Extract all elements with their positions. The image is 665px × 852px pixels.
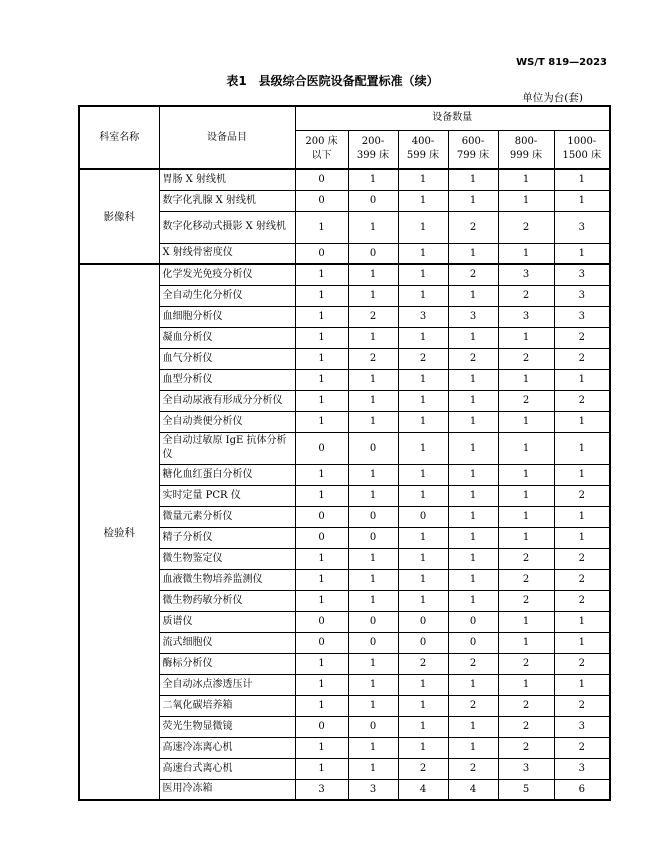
table-title: 表1 县级综合医院设备配置标准（续）	[226, 74, 439, 88]
item-name-cell: 流式细胞仪	[159, 632, 295, 653]
header-bed-range-line: 800-	[514, 136, 538, 148]
quantity-cell: 1	[398, 285, 448, 306]
table-row	[79, 348, 610, 369]
quantity-cell: 2	[554, 548, 610, 569]
quantity-cell: 2	[554, 348, 610, 369]
header-quantity: 设备数量	[295, 106, 610, 130]
quantity-cell: 1	[348, 369, 398, 390]
quantity-cell: 1	[398, 569, 448, 590]
item-name-cell: 化学发光免疫分析仪	[159, 264, 295, 285]
quantity-cell: 1	[348, 737, 398, 758]
quantity-cell: 0	[348, 632, 398, 653]
item-name-cell: 凝血分析仪	[159, 327, 295, 348]
quantity-cell: 2	[448, 211, 498, 243]
quantity-cell: 1	[348, 285, 398, 306]
quantity-cell: 0	[348, 716, 398, 737]
quantity-cell: 1	[448, 243, 498, 264]
quantity-cell: 3	[348, 779, 398, 800]
quantity-cell: 1	[348, 390, 398, 411]
quantity-cell: 1	[295, 695, 348, 716]
item-name-cell: 血气分析仪	[159, 348, 295, 369]
quantity-cell: 1	[295, 653, 348, 674]
quantity-cell: 2	[554, 695, 610, 716]
quantity-cell: 2	[498, 590, 554, 611]
quantity-cell: 1	[398, 211, 448, 243]
quantity-cell: 0	[295, 716, 348, 737]
item-name-cell: 高速冷冻离心机	[159, 737, 295, 758]
dept-cell: 检验科	[79, 264, 159, 800]
quantity-cell: 2	[448, 695, 498, 716]
table-row	[79, 243, 610, 264]
table-row	[79, 285, 610, 306]
header-dept: 科室名称	[79, 106, 159, 169]
table-row	[79, 264, 610, 285]
quantity-cell: 0	[398, 632, 448, 653]
quantity-cell: 6	[554, 779, 610, 800]
quantity-cell: 3	[554, 306, 610, 327]
quantity-cell: 1	[348, 211, 398, 243]
quantity-cell: 1	[295, 737, 348, 758]
quantity-cell: 1	[554, 169, 610, 190]
quantity-cell: 1	[398, 169, 448, 190]
quantity-cell: 0	[295, 506, 348, 527]
quantity-cell: 1	[448, 390, 498, 411]
item-name-cell: 全自动粪便分析仪	[159, 411, 295, 432]
quantity-cell: 2	[498, 348, 554, 369]
quantity-cell: 1	[554, 369, 610, 390]
quantity-cell: 1	[348, 548, 398, 569]
quantity-cell: 1	[498, 506, 554, 527]
table-row	[79, 369, 610, 390]
table-row	[79, 169, 610, 190]
item-name-cell: 数字化乳腺 X 射线机	[159, 190, 295, 211]
quantity-cell: 1	[398, 327, 448, 348]
quantity-cell: 5	[498, 779, 554, 800]
quantity-cell: 1	[348, 653, 398, 674]
quantity-cell: 1	[498, 674, 554, 695]
quantity-cell: 2	[554, 327, 610, 348]
header-bed-range-line: 999 床	[509, 150, 543, 162]
quantity-cell: 1	[348, 327, 398, 348]
quantity-cell: 1	[295, 464, 348, 485]
table-row	[79, 653, 610, 674]
quantity-cell: 2	[554, 737, 610, 758]
quantity-cell: 2	[448, 653, 498, 674]
quantity-cell: 3	[498, 758, 554, 779]
quantity-cell: 0	[348, 506, 398, 527]
quantity-cell: 1	[398, 390, 448, 411]
table-row	[79, 527, 610, 548]
quantity-cell: 3	[498, 306, 554, 327]
quantity-cell: 0	[348, 190, 398, 211]
quantity-cell: 1	[498, 190, 554, 211]
quantity-cell: 1	[498, 485, 554, 506]
quantity-cell: 1	[498, 327, 554, 348]
quantity-cell: 3	[554, 758, 610, 779]
table-row	[79, 390, 610, 411]
quantity-cell: 1	[498, 169, 554, 190]
quantity-cell: 0	[348, 611, 398, 632]
dept-cell: 影像科	[79, 169, 159, 264]
quantity-cell: 2	[498, 211, 554, 243]
table-row	[79, 432, 610, 464]
quantity-cell: 3	[448, 306, 498, 327]
quantity-cell: 1	[295, 327, 348, 348]
quantity-cell: 0	[295, 190, 348, 211]
quantity-cell: 1	[554, 506, 610, 527]
quantity-cell: 1	[398, 369, 448, 390]
quantity-cell: 1	[398, 485, 448, 506]
quantity-cell: 1	[295, 590, 348, 611]
quantity-cell: 2	[448, 348, 498, 369]
item-name-cell: 血型分析仪	[159, 369, 295, 390]
item-name-cell: X 射线骨密度仪	[159, 243, 295, 264]
quantity-cell: 1	[448, 327, 498, 348]
item-name-cell: 血细胞分析仪	[159, 306, 295, 327]
quantity-cell: 1	[554, 464, 610, 485]
quantity-cell: 2	[448, 264, 498, 285]
quantity-cell: 1	[448, 432, 498, 464]
quantity-cell: 1	[498, 411, 554, 432]
quantity-cell: 1	[448, 485, 498, 506]
quantity-cell: 1	[295, 569, 348, 590]
table-row	[79, 506, 610, 527]
quantity-cell: 1	[398, 432, 448, 464]
quantity-cell: 1	[448, 674, 498, 695]
quantity-cell: 1	[448, 169, 498, 190]
item-name-cell: 微量元素分析仪	[159, 506, 295, 527]
header-bed-range-line: 599 床	[406, 150, 440, 162]
quantity-cell: 2	[498, 653, 554, 674]
item-name-cell: 高速台式离心机	[159, 758, 295, 779]
quantity-cell: 1	[295, 369, 348, 390]
quantity-cell: 1	[348, 264, 398, 285]
quantity-cell: 1	[348, 674, 398, 695]
quantity-cell: 1	[554, 411, 610, 432]
quantity-cell: 1	[295, 306, 348, 327]
quantity-cell: 1	[398, 411, 448, 432]
table-header	[79, 106, 610, 169]
quantity-cell: 2	[398, 653, 448, 674]
quantity-cell: 3	[295, 779, 348, 800]
quantity-cell: 1	[554, 527, 610, 548]
quantity-cell: 0	[448, 611, 498, 632]
quantity-cell: 1	[348, 569, 398, 590]
table-row	[79, 190, 610, 211]
table-row	[79, 485, 610, 506]
quantity-cell: 1	[295, 285, 348, 306]
header-bed-range	[554, 130, 610, 169]
quantity-cell: 1	[295, 390, 348, 411]
quantity-cell: 3	[554, 716, 610, 737]
header-bed-range-line: 1500 床	[562, 150, 602, 162]
quantity-cell: 1	[498, 611, 554, 632]
quantity-cell: 1	[498, 369, 554, 390]
quantity-cell: 3	[554, 285, 610, 306]
quantity-cell: 0	[398, 506, 448, 527]
header-bed-range	[498, 130, 554, 169]
quantity-cell: 1	[398, 527, 448, 548]
table-row	[79, 464, 610, 485]
table-row	[79, 411, 610, 432]
header-bed-range-line: 799 床	[456, 150, 490, 162]
item-name-cell: 精子分析仪	[159, 527, 295, 548]
item-name-cell: 质谱仪	[159, 611, 295, 632]
header-bed-range-line: 600-	[461, 136, 485, 148]
table-row	[79, 569, 610, 590]
table-row	[79, 695, 610, 716]
quantity-cell: 1	[295, 411, 348, 432]
quantity-cell: 1	[348, 485, 398, 506]
quantity-cell: 1	[398, 264, 448, 285]
item-name-cell: 糖化血红蛋白分析仪	[159, 464, 295, 485]
table-row	[79, 716, 610, 737]
quantity-cell: 0	[348, 527, 398, 548]
table-row	[79, 611, 610, 632]
quantity-cell: 1	[448, 716, 498, 737]
quantity-cell: 3	[498, 264, 554, 285]
quantity-cell: 4	[448, 779, 498, 800]
quantity-cell: 1	[398, 548, 448, 569]
quantity-cell: 1	[295, 264, 348, 285]
table-row	[79, 306, 610, 327]
quantity-cell: 1	[295, 674, 348, 695]
item-name-cell: 实时定量 PCR 仪	[159, 485, 295, 506]
quantity-cell: 1	[295, 548, 348, 569]
table-row	[79, 758, 610, 779]
quantity-cell: 0	[295, 169, 348, 190]
quantity-cell: 1	[398, 737, 448, 758]
quantity-cell: 0	[448, 632, 498, 653]
quantity-cell: 1	[295, 485, 348, 506]
quantity-cell: 1	[398, 243, 448, 264]
header-bed-range-line: 200 床	[305, 136, 338, 148]
table-row	[79, 737, 610, 758]
item-name-cell: 医用冷冻箱	[159, 779, 295, 800]
quantity-cell: 1	[398, 695, 448, 716]
table-row	[79, 590, 610, 611]
quantity-cell: 2	[498, 285, 554, 306]
quantity-cell: 1	[295, 211, 348, 243]
quantity-cell: 1	[448, 190, 498, 211]
item-name-cell: 全自动过敏原 IgE 抗体分析仪	[159, 432, 295, 464]
quantity-cell: 1	[348, 758, 398, 779]
quantity-cell: 0	[398, 611, 448, 632]
header-bed-range-line: 400-	[411, 136, 435, 148]
item-name-cell: 微生物药敏分析仪	[159, 590, 295, 611]
header-bed-range	[398, 130, 448, 169]
item-name-cell: 全自动冰点渗透压计	[159, 674, 295, 695]
quantity-cell: 1	[554, 611, 610, 632]
quantity-cell: 1	[348, 411, 398, 432]
item-name-cell: 数字化移动式摄影 X 射线机	[159, 211, 295, 243]
quantity-cell: 2	[398, 348, 448, 369]
item-name-cell: 荧光生物显微镜	[159, 716, 295, 737]
quantity-cell: 1	[498, 632, 554, 653]
quantity-cell: 2	[554, 390, 610, 411]
quantity-cell: 1	[498, 527, 554, 548]
quantity-cell: 1	[348, 464, 398, 485]
standard-number: WS/T 819—2023	[516, 57, 607, 68]
header-bed-range	[295, 130, 348, 169]
quantity-cell: 0	[295, 243, 348, 264]
quantity-cell: 0	[295, 432, 348, 464]
item-name-cell: 胃肠 X 射线机	[159, 169, 295, 190]
item-name-cell: 血液微生物培养监测仪	[159, 569, 295, 590]
table-row	[79, 779, 610, 800]
quantity-cell: 2	[348, 306, 398, 327]
quantity-cell: 1	[448, 737, 498, 758]
quantity-cell: 0	[295, 527, 348, 548]
quantity-cell: 1	[398, 674, 448, 695]
table-row	[79, 327, 610, 348]
quantity-cell: 1	[348, 695, 398, 716]
quantity-cell: 1	[554, 190, 610, 211]
quantity-cell: 1	[448, 369, 498, 390]
quantity-cell: 1	[295, 348, 348, 369]
item-name-cell: 二氧化碳培养箱	[159, 695, 295, 716]
quantity-cell: 2	[554, 590, 610, 611]
quantity-cell: 1	[295, 758, 348, 779]
item-name-cell: 酶标分析仪	[159, 653, 295, 674]
quantity-cell: 3	[398, 306, 448, 327]
quantity-cell: 0	[348, 432, 398, 464]
quantity-cell: 0	[348, 243, 398, 264]
quantity-cell: 1	[448, 506, 498, 527]
quantity-cell: 2	[348, 348, 398, 369]
item-name-cell: 全自动生化分析仪	[159, 285, 295, 306]
quantity-cell: 2	[498, 390, 554, 411]
header-bed-range-line: 200-	[361, 136, 385, 148]
item-name-cell: 全自动尿液有形成分分析仪	[159, 390, 295, 411]
header-bed-range-line: 以下	[311, 150, 332, 162]
table-row	[79, 548, 610, 569]
unit-note: 单位为台(套)	[522, 92, 583, 104]
quantity-cell: 1	[348, 169, 398, 190]
quantity-cell: 1	[448, 285, 498, 306]
header-item: 设备品目	[159, 106, 295, 169]
table-row	[79, 674, 610, 695]
quantity-cell: 2	[498, 716, 554, 737]
quantity-cell: 2	[398, 758, 448, 779]
table-row	[79, 211, 610, 243]
quantity-cell: 0	[295, 611, 348, 632]
header-bed-range	[448, 130, 498, 169]
quantity-cell: 1	[448, 569, 498, 590]
table-body	[79, 169, 610, 800]
quantity-cell: 1	[448, 590, 498, 611]
header-bed-range	[348, 130, 398, 169]
quantity-cell: 2	[498, 695, 554, 716]
header-bed-range-line: 1000-	[567, 136, 597, 148]
quantity-cell: 1	[448, 411, 498, 432]
quantity-cell: 1	[498, 432, 554, 464]
quantity-cell: 1	[448, 548, 498, 569]
quantity-cell: 2	[554, 569, 610, 590]
quantity-cell: 1	[398, 190, 448, 211]
quantity-cell: 1	[554, 432, 610, 464]
quantity-cell: 1	[398, 464, 448, 485]
quantity-cell: 1	[554, 243, 610, 264]
quantity-cell: 2	[554, 653, 610, 674]
table-row	[79, 632, 610, 653]
quantity-cell: 1	[448, 464, 498, 485]
quantity-cell: 2	[498, 548, 554, 569]
quantity-cell: 2	[448, 758, 498, 779]
quantity-cell: 2	[554, 485, 610, 506]
quantity-cell: 0	[295, 632, 348, 653]
quantity-cell: 1	[398, 716, 448, 737]
quantity-cell: 1	[554, 674, 610, 695]
equipment-table	[78, 105, 611, 801]
quantity-cell: 2	[498, 569, 554, 590]
quantity-cell: 1	[448, 527, 498, 548]
quantity-cell: 3	[554, 264, 610, 285]
quantity-cell: 4	[398, 779, 448, 800]
header-bed-range-line: 399 床	[356, 150, 390, 162]
quantity-cell: 1	[498, 464, 554, 485]
quantity-cell: 3	[554, 211, 610, 243]
quantity-cell: 1	[554, 632, 610, 653]
item-name-cell: 微生物鉴定仪	[159, 548, 295, 569]
quantity-cell: 1	[498, 243, 554, 264]
quantity-cell: 2	[498, 737, 554, 758]
quantity-cell: 1	[398, 590, 448, 611]
quantity-cell: 1	[348, 590, 398, 611]
